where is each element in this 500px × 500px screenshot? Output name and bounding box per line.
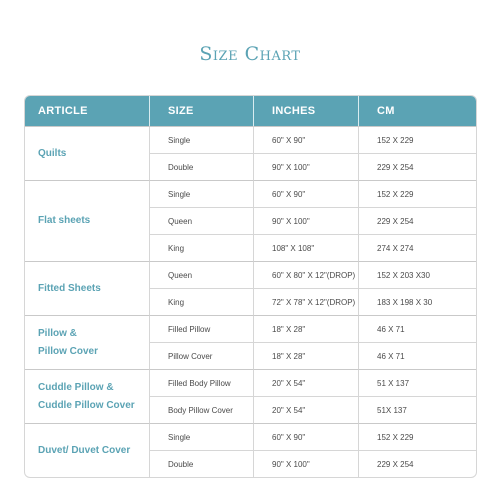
cm-cell: 46 X 71 — [359, 342, 476, 369]
column-header-article: ARTICLE — [25, 96, 150, 126]
size-cell: Double — [150, 450, 254, 477]
article-name-line2: Cuddle Pillow Cover — [38, 399, 135, 411]
table-row — [25, 126, 476, 153]
cm-cell: 274 X 274 — [359, 234, 476, 261]
cm-cell: 152 X 229 — [359, 180, 476, 207]
size-cell: Double — [150, 153, 254, 180]
cm-cell: 183 X 198 X 30 — [359, 288, 476, 315]
article-name-line1: Pillow & — [38, 327, 77, 339]
inches-cell: 108" X 108" — [254, 234, 359, 261]
table-row — [25, 369, 476, 396]
size-chart-table — [24, 95, 477, 478]
table-row — [25, 423, 476, 450]
article-name-line1: Duvet/ Duvet Cover — [38, 444, 131, 456]
article-cell — [25, 261, 150, 315]
inches-cell: 18" X 28" — [254, 315, 359, 342]
inches-cell: 18" X 28" — [254, 342, 359, 369]
inches-cell: 60" X 90" — [254, 126, 359, 153]
cm-cell: 51 X 137 — [359, 369, 476, 396]
cm-cell: 229 X 254 — [359, 153, 476, 180]
inches-cell: 72" X 78" X 12"(DROP) — [254, 288, 359, 315]
inches-cell: 90" X 100" — [254, 450, 359, 477]
table-body — [25, 126, 476, 477]
table-header-row — [25, 96, 476, 126]
size-cell: King — [150, 288, 254, 315]
cm-cell: 46 X 71 — [359, 315, 476, 342]
article-cell — [25, 369, 150, 423]
size-cell: Queen — [150, 261, 254, 288]
inches-cell: 60" X 90" — [254, 423, 359, 450]
article-name-line1: Quilts — [38, 147, 67, 159]
inches-cell: 20" X 54" — [254, 369, 359, 396]
article-cell — [25, 423, 150, 477]
article-cell — [25, 315, 150, 369]
table-row — [25, 315, 476, 342]
article-cell — [25, 180, 150, 261]
size-cell: Single — [150, 180, 254, 207]
inches-cell: 20" X 54" — [254, 396, 359, 423]
table-row — [25, 261, 476, 288]
cm-cell: 152 X 229 — [359, 423, 476, 450]
size-cell: Filled Body Pillow — [150, 369, 254, 396]
size-cell: King — [150, 234, 254, 261]
column-header-cm: CM — [359, 96, 476, 126]
article-name-line1: Fitted Sheets — [38, 282, 101, 294]
column-header-inches: INCHES — [254, 96, 359, 126]
cm-cell: 152 X 229 — [359, 126, 476, 153]
page-title: Size Chart — [199, 43, 301, 65]
cm-cell: 152 X 203 X30 — [359, 261, 476, 288]
cm-cell: 229 X 254 — [359, 450, 476, 477]
size-cell: Single — [150, 423, 254, 450]
inches-cell: 90" X 100" — [254, 153, 359, 180]
size-cell: Pillow Cover — [150, 342, 254, 369]
inches-cell: 60" X 90" — [254, 180, 359, 207]
cm-cell: 51X 137 — [359, 396, 476, 423]
size-cell: Single — [150, 126, 254, 153]
article-name-line1: Flat sheets — [38, 215, 91, 226]
size-cell: Body Pillow Cover — [150, 396, 254, 423]
column-header-size: SIZE — [150, 96, 254, 126]
inches-cell: 90" X 100" — [254, 207, 359, 234]
size-cell: Queen — [150, 207, 254, 234]
cm-cell: 229 X 254 — [359, 207, 476, 234]
table-row — [25, 180, 476, 207]
inches-cell: 60" X 80" X 12"(DROP) — [254, 261, 359, 288]
article-name-line2: Pillow Cover — [38, 345, 99, 357]
article-cell — [25, 126, 150, 180]
article-name-line1: Cuddle Pillow & — [38, 381, 114, 393]
size-cell: Filled Pillow — [150, 315, 254, 342]
